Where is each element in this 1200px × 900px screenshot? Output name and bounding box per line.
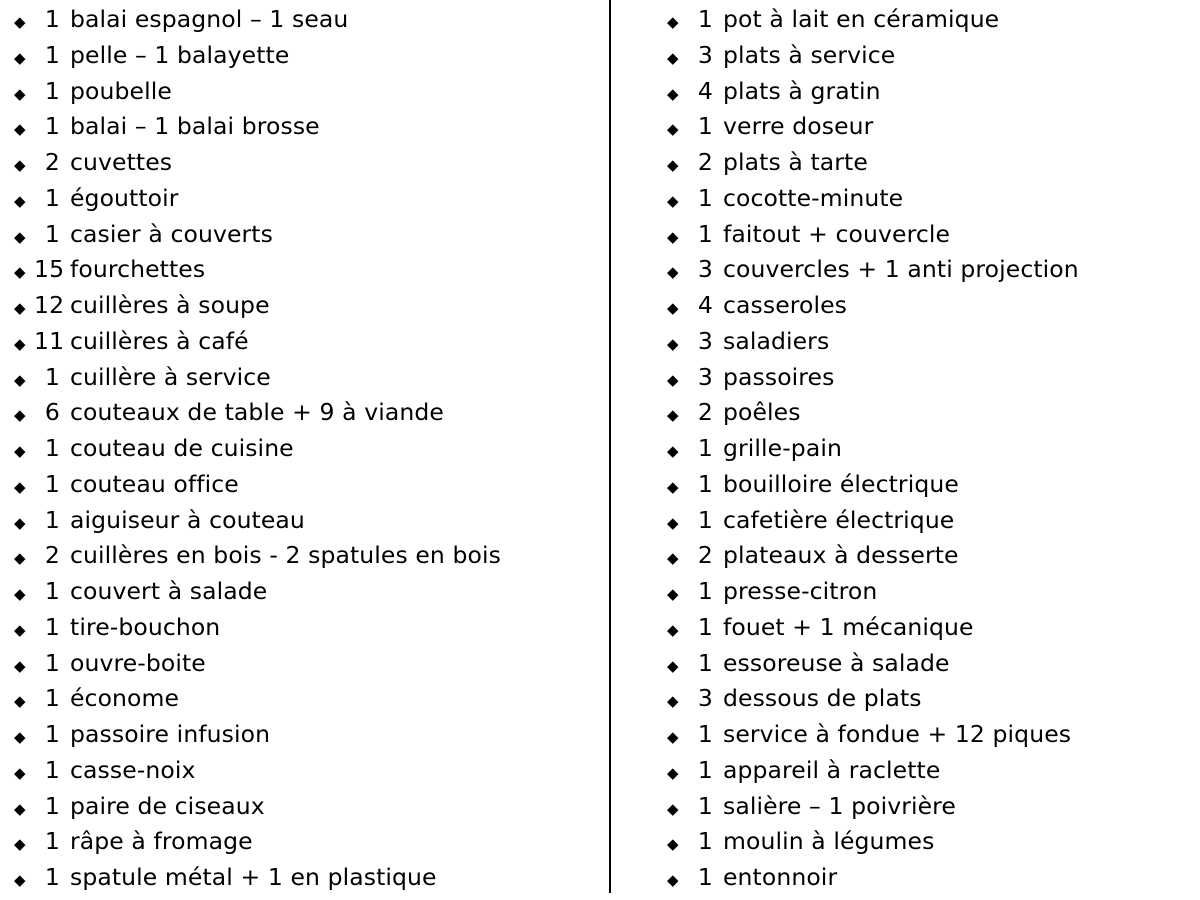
list-item [14, 789, 600, 825]
item-label: couvert à salade [70, 577, 268, 605]
diamond-bullet-icon: ◆ [667, 48, 679, 67]
item-label: saladiers [723, 326, 830, 355]
item-quantity: 3 [697, 684, 713, 713]
list-item [14, 646, 600, 682]
item-quantity: 2 [697, 541, 713, 570]
item-quantity: 1 [44, 755, 60, 784]
item-label: poêles [723, 398, 801, 427]
item-quantity: 1 [44, 434, 60, 462]
item-label: appareil à raclette [723, 755, 941, 784]
diamond-bullet-icon: ◆ [667, 442, 679, 460]
item-quantity: 1 [44, 362, 60, 391]
diamond-bullet-icon: ◆ [14, 227, 26, 246]
item-label: couteau de cuisine [70, 434, 294, 462]
list-item [14, 145, 600, 181]
column-divider [609, 0, 611, 893]
item-quantity: 1 [44, 684, 60, 713]
item-label: essoreuse à salade [723, 648, 950, 677]
list-item [14, 109, 600, 145]
item-label: moulin à légumes [723, 827, 935, 856]
item-quantity: 1 [697, 183, 713, 212]
list-item [14, 503, 600, 539]
item-quantity: 2 [697, 398, 713, 427]
item-label: casse-noix [70, 755, 196, 784]
diamond-bullet-icon: ◆ [667, 299, 679, 317]
item-quantity: 12 [34, 291, 65, 319]
item-quantity: 1 [44, 577, 60, 605]
list-item [667, 360, 1200, 396]
diamond-bullet-icon: ◆ [667, 477, 679, 496]
item-quantity: 1 [697, 469, 713, 498]
item-quantity: 4 [697, 76, 713, 105]
item-label: balai espagnol – 1 seau [70, 5, 349, 33]
item-quantity: 2 [697, 148, 713, 176]
diamond-bullet-icon: ◆ [667, 406, 679, 425]
item-label: fouet + 1 mécanique [723, 612, 974, 641]
list-item [667, 753, 1200, 789]
list-item [667, 431, 1200, 467]
item-quantity: 1 [44, 791, 60, 820]
list-item [14, 181, 600, 217]
item-quantity: 1 [697, 612, 713, 641]
item-quantity: 2 [44, 541, 60, 570]
inventory-column-left [0, 0, 600, 896]
item-label: grille-pain [723, 434, 842, 462]
diamond-bullet-icon: ◆ [667, 585, 679, 603]
list-item [667, 467, 1200, 503]
item-label: cuillère à service [70, 362, 271, 391]
list-item [14, 431, 600, 467]
list-item [14, 753, 600, 789]
diamond-bullet-icon: ◆ [14, 48, 26, 67]
list-item [14, 538, 600, 574]
item-label: ouvre-boite [70, 648, 206, 677]
item-quantity: 4 [697, 291, 713, 319]
item-label: passoire infusion [70, 720, 271, 748]
item-quantity: 3 [697, 326, 713, 355]
item-label: service à fondue + 12 piques [723, 720, 1072, 748]
list-item [667, 574, 1200, 610]
item-quantity: 3 [697, 362, 713, 391]
diamond-bullet-icon: ◆ [14, 799, 26, 818]
item-quantity: 1 [44, 612, 60, 641]
list-item [667, 145, 1200, 181]
diamond-bullet-icon: ◆ [14, 370, 26, 389]
diamond-bullet-icon: ◆ [667, 549, 679, 568]
item-label: dessous de plats [723, 684, 922, 713]
diamond-bullet-icon: ◆ [667, 191, 679, 210]
list-item [667, 789, 1200, 825]
item-quantity: 1 [697, 219, 713, 248]
list-item [667, 860, 1200, 896]
diamond-bullet-icon: ◆ [14, 477, 26, 496]
list-item [667, 324, 1200, 360]
diamond-bullet-icon: ◆ [667, 513, 679, 532]
item-label: casier à couverts [70, 219, 273, 248]
item-label: passoires [723, 362, 835, 391]
item-label: verre doseur [723, 112, 874, 141]
item-quantity: 1 [44, 720, 60, 748]
diamond-bullet-icon: ◆ [667, 84, 679, 103]
diamond-bullet-icon: ◆ [667, 835, 679, 854]
item-label: cuillères à café [70, 326, 249, 355]
item-label: salière – 1 poivrière [723, 791, 956, 820]
item-label: économe [70, 684, 180, 713]
diamond-bullet-icon: ◆ [14, 334, 26, 353]
inventory-column-right [640, 0, 1200, 896]
item-label: pelle – 1 balayette [70, 40, 290, 69]
item-label: fourchettes [70, 255, 206, 284]
item-label: cuillères en bois - 2 spatules en bois [70, 541, 501, 570]
list-item [667, 503, 1200, 539]
list-item [14, 2, 600, 38]
item-label: tire-bouchon [70, 612, 221, 641]
list-item [667, 824, 1200, 860]
diamond-bullet-icon: ◆ [667, 334, 679, 353]
item-label: aiguiseur à couteau [70, 505, 305, 534]
list-item [14, 610, 600, 646]
list-item [14, 360, 600, 396]
diamond-bullet-icon: ◆ [667, 692, 679, 711]
item-label: cocotte-minute [723, 183, 904, 212]
item-label: couteaux de table + 9 à viande [70, 398, 444, 427]
diamond-bullet-icon: ◆ [14, 728, 26, 746]
list-item [14, 681, 600, 717]
item-label: casseroles [723, 291, 848, 319]
diamond-bullet-icon: ◆ [14, 549, 26, 568]
item-quantity: 15 [34, 255, 65, 284]
list-item [667, 181, 1200, 217]
list-item [14, 74, 600, 110]
diamond-bullet-icon: ◆ [14, 120, 26, 139]
item-label: cuillères à soupe [70, 291, 270, 319]
item-quantity: 3 [697, 255, 713, 284]
list-item [667, 610, 1200, 646]
diamond-bullet-icon: ◆ [14, 442, 26, 460]
list-item [14, 574, 600, 610]
list-item [667, 109, 1200, 145]
item-quantity: 1 [697, 791, 713, 820]
item-quantity: 1 [44, 863, 60, 891]
item-label: faitout + couvercle [723, 219, 951, 248]
list-item [667, 288, 1200, 324]
list-item [14, 717, 600, 753]
item-quantity: 6 [44, 398, 60, 427]
list-item [667, 717, 1200, 753]
list-item [14, 324, 600, 360]
diamond-bullet-icon: ◆ [14, 513, 26, 532]
inventory-list-right [640, 0, 1200, 896]
item-quantity: 1 [44, 183, 60, 212]
diamond-bullet-icon: ◆ [14, 191, 26, 210]
diamond-bullet-icon: ◆ [667, 227, 679, 246]
item-quantity: 11 [34, 326, 65, 355]
item-label: balai – 1 balai brosse [70, 112, 320, 141]
item-quantity: 1 [44, 76, 60, 105]
item-quantity: 1 [44, 648, 60, 677]
item-label: couvercles + 1 anti projection [723, 255, 1079, 284]
item-quantity: 1 [697, 863, 713, 891]
diamond-bullet-icon: ◆ [14, 585, 26, 603]
item-label: cuvettes [70, 148, 173, 176]
list-item [667, 252, 1200, 288]
list-item [14, 467, 600, 503]
list-item [667, 217, 1200, 253]
item-label: paire de ciseaux [70, 791, 265, 820]
item-label: plats à service [723, 40, 896, 69]
item-label: égouttoir [70, 183, 179, 212]
list-item [667, 681, 1200, 717]
item-label: plateaux à desserte [723, 541, 959, 570]
diamond-bullet-icon: ◆ [14, 835, 26, 854]
item-quantity: 1 [697, 505, 713, 534]
list-item [14, 860, 600, 896]
item-quantity: 1 [697, 827, 713, 856]
item-quantity: 1 [44, 505, 60, 534]
diamond-bullet-icon: ◆ [14, 156, 26, 174]
item-quantity: 1 [697, 112, 713, 141]
item-label: poubelle [70, 76, 172, 105]
list-item [14, 395, 600, 431]
list-item [667, 2, 1200, 38]
item-quantity: 1 [44, 469, 60, 498]
item-label: plats à tarte [723, 148, 868, 176]
list-item [14, 217, 600, 253]
diamond-bullet-icon: ◆ [667, 656, 679, 675]
list-item [667, 395, 1200, 431]
item-quantity: 1 [44, 112, 60, 141]
item-quantity: 1 [697, 434, 713, 462]
item-label: pot à lait en céramique [723, 5, 1000, 33]
item-quantity: 2 [44, 148, 60, 176]
diamond-bullet-icon: ◆ [667, 763, 679, 782]
list-item [667, 38, 1200, 74]
diamond-bullet-icon: ◆ [14, 871, 26, 889]
item-quantity: 1 [697, 720, 713, 748]
item-quantity: 1 [697, 648, 713, 677]
diamond-bullet-icon: ◆ [667, 799, 679, 818]
inventory-list-left [0, 0, 600, 896]
diamond-bullet-icon: ◆ [14, 299, 26, 317]
diamond-bullet-icon: ◆ [667, 263, 679, 282]
diamond-bullet-icon: ◆ [667, 728, 679, 746]
list-item [667, 74, 1200, 110]
item-quantity: 1 [697, 755, 713, 784]
item-quantity: 1 [44, 5, 60, 33]
item-label: entonnoir [723, 863, 838, 891]
item-label: cafetière électrique [723, 505, 955, 534]
diamond-bullet-icon: ◆ [14, 263, 26, 282]
diamond-bullet-icon: ◆ [667, 370, 679, 389]
list-item [667, 538, 1200, 574]
item-quantity: 1 [44, 40, 60, 69]
list-item [667, 646, 1200, 682]
diamond-bullet-icon: ◆ [14, 763, 26, 782]
diamond-bullet-icon: ◆ [667, 13, 679, 31]
diamond-bullet-icon: ◆ [667, 156, 679, 174]
diamond-bullet-icon: ◆ [14, 13, 26, 31]
diamond-bullet-icon: ◆ [667, 120, 679, 139]
diamond-bullet-icon: ◆ [14, 656, 26, 675]
item-quantity: 3 [697, 40, 713, 69]
item-quantity: 1 [44, 827, 60, 856]
item-label: plats à gratin [723, 76, 881, 105]
diamond-bullet-icon: ◆ [667, 620, 679, 639]
item-label: bouilloire électrique [723, 469, 959, 498]
item-label: presse-citron [723, 577, 878, 605]
list-item [14, 38, 600, 74]
diamond-bullet-icon: ◆ [14, 620, 26, 639]
item-label: râpe à fromage [70, 827, 253, 856]
item-label: spatule métal + 1 en plastique [70, 863, 437, 891]
list-item [14, 288, 600, 324]
item-label: couteau office [70, 469, 239, 498]
item-quantity: 1 [697, 5, 713, 33]
diamond-bullet-icon: ◆ [667, 871, 679, 889]
diamond-bullet-icon: ◆ [14, 84, 26, 103]
list-item [14, 824, 600, 860]
item-quantity: 1 [44, 219, 60, 248]
item-quantity: 1 [697, 577, 713, 605]
list-item [14, 252, 600, 288]
diamond-bullet-icon: ◆ [14, 692, 26, 711]
diamond-bullet-icon: ◆ [14, 406, 26, 425]
